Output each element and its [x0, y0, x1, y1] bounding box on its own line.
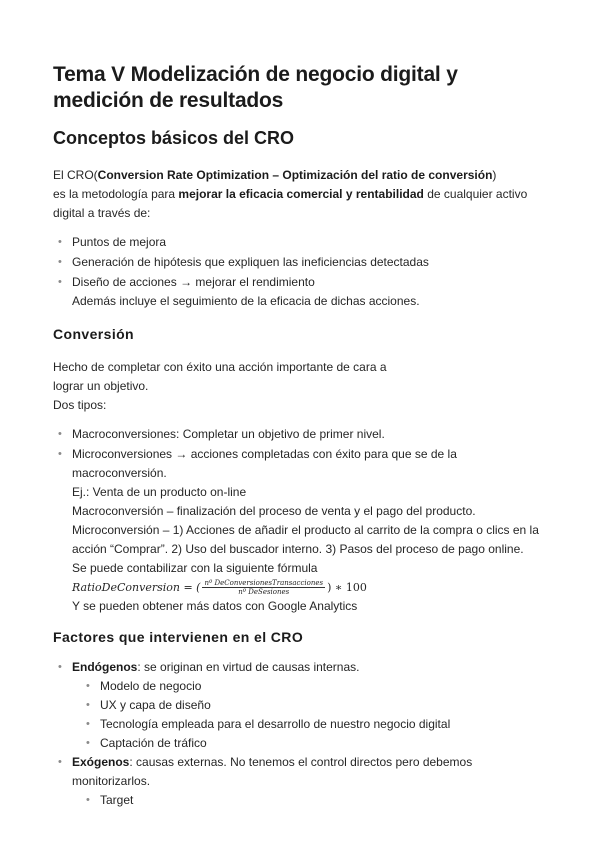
intro-paragraph [53, 166, 550, 223]
list-item-text: Y se pueden obtener más datos con Google Analytics [72, 599, 358, 613]
list-item-text: Microconversiones → acciones completadas con éxito para que se de la macroconversión. [72, 447, 457, 480]
page-title: Tema V Modelización de negocio digital y medición de resultados [53, 63, 458, 112]
list-item-exogenos [53, 753, 550, 810]
list-item-text: Ej.: Venta de un producto on-line [72, 485, 247, 499]
conversion-types-list [53, 425, 550, 616]
list-item-text: Además incluye el seguimiento de la eficacia de dichas acciones. [72, 294, 420, 308]
list-item-text: Diseño de acciones → mejorar el rendimiento [72, 275, 315, 289]
section-title: Conceptos básicos del CRO [53, 128, 295, 148]
paragraph-line: lograr un objetivo. [53, 379, 149, 393]
formula-lhs: RatioDeConversion = ( [72, 581, 201, 594]
exogenos-sublist [72, 791, 550, 810]
list-item-text: Se puede contabilizar con la siguiente fórmula [72, 561, 318, 575]
list-item [53, 273, 550, 311]
cro-list [53, 233, 550, 311]
formula-rhs: ) ∗ 100 [327, 581, 367, 594]
factor-label: Endógenos [72, 660, 138, 674]
intro-text: es la metodología para [53, 187, 179, 201]
sub-list-item: • Modelo de negocio [72, 677, 550, 696]
sub-list-item: • Captación de tráfico [72, 734, 550, 753]
factor-label: Exógenos [72, 755, 130, 769]
list-item: • Generación de hipótesis que expliquen las ineficiencias detectadas [53, 253, 550, 272]
list-item-text: Microconversión – 1) Acciones de añadir el producto al carrito de la compra o clics en la acción “Comprar”. 2) Uso del buscador interno. 3) Pasos del proceso de pago online. [72, 523, 539, 556]
intro-bold-goal: mejorar la eficacia comercial y rentabilidad [178, 187, 424, 201]
conversion-heading: Conversión [53, 326, 135, 342]
list-item: • Puntos de mejora [53, 233, 550, 252]
intro-text: El CRO( [53, 168, 98, 182]
list-item: • Macroconversiones: Completar un objetivo de primer nivel. [53, 425, 550, 444]
list-item [53, 445, 550, 616]
intro-text: ) [492, 168, 497, 182]
conversion-paragraph [53, 358, 550, 415]
paragraph-line: Hecho de completar con éxito una acción importante de cara a [53, 360, 387, 374]
intro-text: de cualquier activo digital a través de: [53, 187, 528, 220]
factor-text: : causas externas. No tenemos el control directos pero debemos monitorizarlos. [72, 755, 473, 788]
sub-list-item: • UX y capa de diseño [72, 696, 550, 715]
conversion-rate-formula [72, 578, 367, 597]
factors-list [53, 658, 550, 810]
sub-list-item: • Tecnología empleada para el desarrollo de nuestro negocio digital [72, 715, 550, 734]
formula-denominator: nº DeSesiones [238, 588, 290, 596]
paragraph-line: Dos tipos: [53, 398, 107, 412]
formula-numerator: nº DeConversionesTransacciones [204, 579, 324, 587]
sub-list-item: • Target [72, 791, 550, 810]
list-item-text: Macroconversión – finalización del proceso de venta y el pago del producto. [72, 504, 476, 518]
formula-fraction [202, 579, 325, 596]
endogenos-sublist [72, 677, 550, 753]
intro-bold-term: Conversion Rate Optimization – Optimización del ratio de conversión [97, 168, 493, 182]
factor-text: : se originan en virtud de causas internas. [137, 660, 360, 674]
list-item-endogenos [53, 658, 550, 753]
factors-heading: Factores que intervienen en el CRO [53, 629, 304, 645]
